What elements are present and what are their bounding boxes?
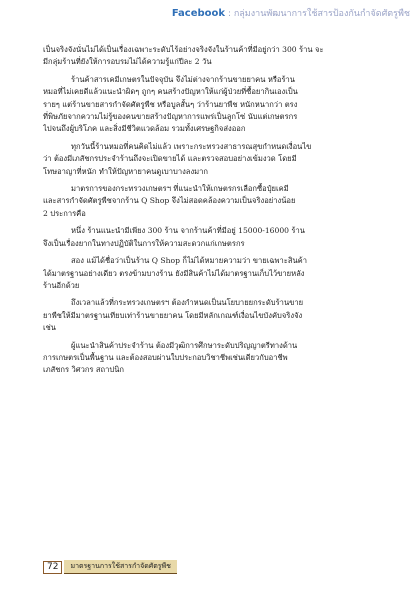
page-footer — [43, 560, 177, 574]
paragraph — [43, 44, 385, 69]
text-line: จึงเป็นเรื่องยากในทางปฏิบัติในการให้ความสะดวกแก่เกษตรกร — [43, 238, 245, 248]
text-line: ผู้แนะนำสินค้าประจำร้าน ต้องมีวุฒิการศึกษาระดับปริญญาตรีทางด้าน — [71, 340, 298, 350]
text-line: เช่น — [43, 323, 56, 333]
text-line: มาตรการของกระทรวงเกษตรฯ ที่แนะนำให้เกษตรกรเลือกซื้อปุ๋ยเคมี — [71, 184, 289, 194]
text-line: ถึงเวลาแล้วที่กระทรวงเกษตรฯ ต้องกำหนดเป็นนโยบายยกระดับร้านขาย — [71, 298, 304, 308]
text-line: ว่า ต้องมีเภสัชกรประจำร้านถึงจะเปิดขายได้ และตรวจสอบอย่างเข้มงวด โดยมี — [43, 154, 297, 164]
paragraph — [43, 340, 385, 377]
book-title: มาตรฐานการใช้สารกำจัดศัตรูพืช — [64, 560, 176, 574]
paragraph — [43, 74, 385, 136]
text-line: เป็นจริงจังนั่นไม่ได้เป็นเรื่องเฉพาะระดับไร้อย่างจริงจังในร้านค้าที่มีอยู่กว่า 300 ร้าน จะ — [43, 45, 324, 54]
text-line: และสารกำจัดศัตรูพืชจากร้าน Q Shop จึงไม่สอดคล้องความเป็นจริงอย่างน้อย — [43, 196, 296, 206]
text-line: ร้านค้าสารเคมีเกษตรในปัจจุบัน จึงไม่ต่างจากร้านขายยาคน หรือร้าน — [71, 74, 296, 84]
header-separator: : — [225, 9, 234, 19]
text-line: การเกษตรเป็นพื้นฐาน และต้องสอบผ่านใบประกอบวิชาชีพเช่นเดียวกับอาชีพ — [43, 352, 288, 362]
paragraph — [43, 225, 385, 250]
facebook-header — [172, 6, 410, 20]
paragraph — [43, 255, 385, 292]
text-line: โทษอาญาที่หนัก ทำให้ปัญหายาคนดูเบาบางลงมาก — [43, 166, 209, 176]
text-line: รายๆ แต่ร้านขายสารกำจัดศัตรูพืช หรือบูลสั้นๆ ว่าร้านยาพืช หนักหนากว่า ตรง — [43, 99, 298, 109]
article-body — [43, 44, 385, 382]
paragraph — [43, 297, 385, 334]
text-line: ร้านอีกด้วย — [43, 280, 80, 290]
text-line: ได้มาตรฐานอย่างเดียว ตรงข้ามบางร้าน ยังมีสินค้าไม่ได้มาตรฐานเก็บไว้ขายหลัง — [43, 268, 305, 278]
text-line: หนึ่ง ร้านแนะนำมีเพียง 300 ร้าน จากร้านค้าที่มีอยู่ 15000-16000 ร้าน — [71, 226, 305, 236]
text-line: ไปจนถึงผู้บริโภค และสิ่งมีชีวิตแวดล้อม รวมทั้งเศรษฐกิจส่งออก — [43, 124, 246, 134]
text-line: มีกลุ่มร้านที่ยังให้การอบรมไม่ได้ความรู้แก่ปีละ 2 วัน — [43, 57, 212, 67]
text-line: 2 ประการคือ — [43, 208, 86, 218]
text-line: หมอที่ไม่เคยดีแล้วแนะนำผิดๆ ถูกๆ คนสร้างปัญหาให้แก่ผู้ป่วยที่ซื้อยากินเองเป็น — [43, 87, 298, 97]
text-line: ทุกวันนี้ร้านหมอที่คนคิดไม่แล้ว เพราะกระทรวงสาธารณสุขกำหนดเงื่อนไข — [71, 141, 312, 151]
facebook-label: Facebook — [171, 8, 226, 19]
paragraph — [43, 183, 385, 220]
facebook-group-name: กลุ่มงานพัฒนาการใช้สารป้องกันกำจัดศัตรูพืช — [233, 9, 410, 19]
page-number: 72 — [43, 561, 62, 574]
paragraph — [43, 141, 385, 178]
text-line: เภสัชกร วิศวกร สถาปนิก — [43, 365, 125, 375]
text-line: สอง แม้ได้ชื่อว่าเป็นร้าน Q Shop ก็ไม่ได้หมายความว่า ขายเฉพาะสินค้า — [71, 256, 307, 266]
text-line: ยาพืชให้มีมาตรฐานเทียบเท่าร้านขายยาคน โดยมีหลักเกณฑ์เงื่อนไขบังคับจริงจัง — [43, 310, 303, 320]
text-line: ที่พิษภัยจากความไม่รู้ของคนขายสร้างปัญหาการแพร่เป็นลูกโซ่ นับแต่เกษตรกร — [43, 112, 298, 122]
